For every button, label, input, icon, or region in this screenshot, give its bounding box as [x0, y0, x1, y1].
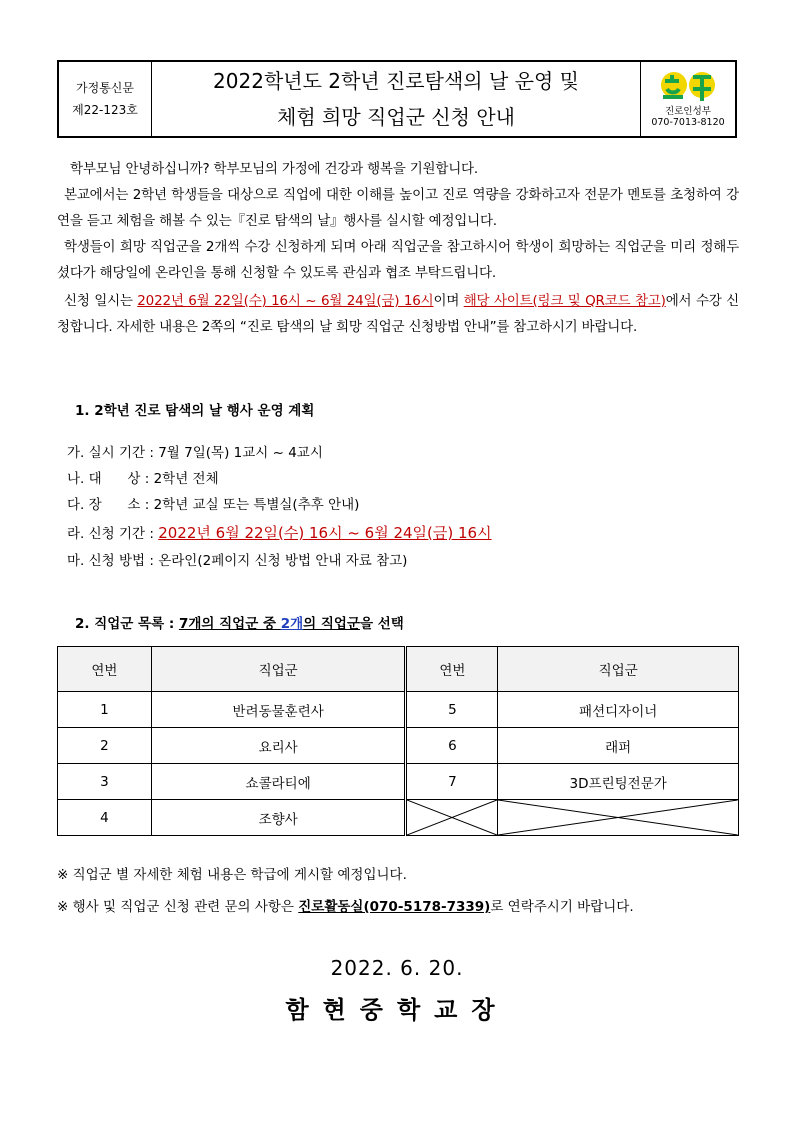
career-dept-logo-icon [659, 65, 717, 105]
col-header-job: 직업군 [151, 647, 406, 692]
table-row: 2 요리사 6 래퍼 [58, 728, 739, 764]
title-line-2: 체험 희망 직업군 신청 안내 [277, 105, 515, 129]
plan-item-period: 가. 실시 기간 : 7월 7일(목) 1교시 ~ 4교시 [67, 445, 323, 461]
empty-crossed-cell [406, 800, 498, 836]
title-line-1: 2022학년도 2학년 진로탐색의 날 운영 및 [213, 69, 579, 93]
plan-item-place: 다. 장 소 : 2학년 교실 또는 특별실(추후 안내) [67, 497, 360, 513]
principal-signature: 함현중학교장 [285, 996, 509, 1024]
table-header-row [58, 647, 739, 692]
note-contact: ※ 행사 및 직업군 신청 관련 문의 사항은 진로활동실(070-5178-7339)로 연락주시기 바랍니다. [57, 899, 634, 915]
plan-item-apply-method: 마. 신청 방법 : 온라인(2페이지 신청 방법 안내 자료 참고) [67, 553, 408, 569]
intro-request: 학생들이 희망 직업군을 2개씩 수강 신청하게 되며 아래 직업군을 참고하시어 학생이 희망하는 직업군을 미리 정해두셨다가 해당일에 온라인을 통해 신청할 수 있도록 관심과 협조 부탁드립니다. [57, 239, 739, 281]
section-2-title: 2. 직업군 목록 : 7개의 직업군 중 2개의 직업군을 선택 [75, 616, 404, 632]
col-header-job: 직업군 [498, 647, 739, 692]
site-highlight: 해당 사이트(링크 및 QR코드 참고) [463, 293, 666, 309]
doc-number: 제22-123호 [72, 103, 138, 117]
dept-block [641, 62, 735, 136]
plan-item-target: 나. 대 상 : 2학년 전체 [67, 471, 219, 487]
intro-schedule: 신청 일시는 2022년 6월 22일(수) 16시 ~ 6월 24일(금) 16시이며 해당 사이트(링크 및 QR코드 참고)에서 수강 신청합니다. 자세한 내용은 2쪽의 “진로 탐색의 날 희망 직업군 신청방법 안내”를 참고하시기 바랍니다. [57, 293, 740, 335]
table-row: 4 조향사 [58, 800, 739, 836]
col-header-no: 연번 [406, 647, 498, 692]
job-list-table [57, 646, 739, 836]
col-header-no: 연번 [58, 647, 152, 692]
contact-office: 진로활동실(070-5178-7339) [298, 899, 491, 915]
application-period-highlight: 2022년 6월 22일(수) 16시 ~ 6월 24일(금) 16시 [137, 293, 434, 309]
intro-greeting: 학부모님 안녕하십니까? 학부모님의 가정에 건강과 행복을 기원합니다. [70, 161, 478, 177]
plan-item-apply-period: 라. 신청 기간 : 2022년 6월 22일(수) 16시 ~ 6월 24일(금) 16시 [67, 524, 492, 542]
dept-name: 진로인성부 [665, 106, 711, 117]
table-row: 3 쇼콜라티에 7 3D프린팅전문가 [58, 764, 739, 800]
table-row: 1 반려동물훈련사 5 패션디자이너 [58, 692, 739, 728]
empty-crossed-cell [498, 800, 739, 836]
note-details: ※ 직업군 별 자세한 체험 내용은 학급에 게시할 예정입니다. [57, 867, 407, 883]
doc-info [59, 62, 152, 136]
doc-type: 가정통신문 [76, 81, 134, 95]
dept-phone: 070-7013-8120 [651, 117, 725, 128]
section-1-title: 1. 2학년 진로 탐색의 날 행사 운영 계획 [75, 403, 315, 419]
intro-purpose: 본교에서는 2학년 학생들을 대상으로 직업에 대한 이해를 높이고 진로 역량을 강화하고자 전문가 멘토를 초청하여 강연을 듣고 체험을 해볼 수 있는『진로 탐색의 날』행사를 실시할 예정입니다. [57, 187, 739, 229]
issue-date: 2022. 6. 20. [330, 956, 464, 980]
doc-title [152, 62, 641, 136]
notice-header [57, 60, 737, 138]
